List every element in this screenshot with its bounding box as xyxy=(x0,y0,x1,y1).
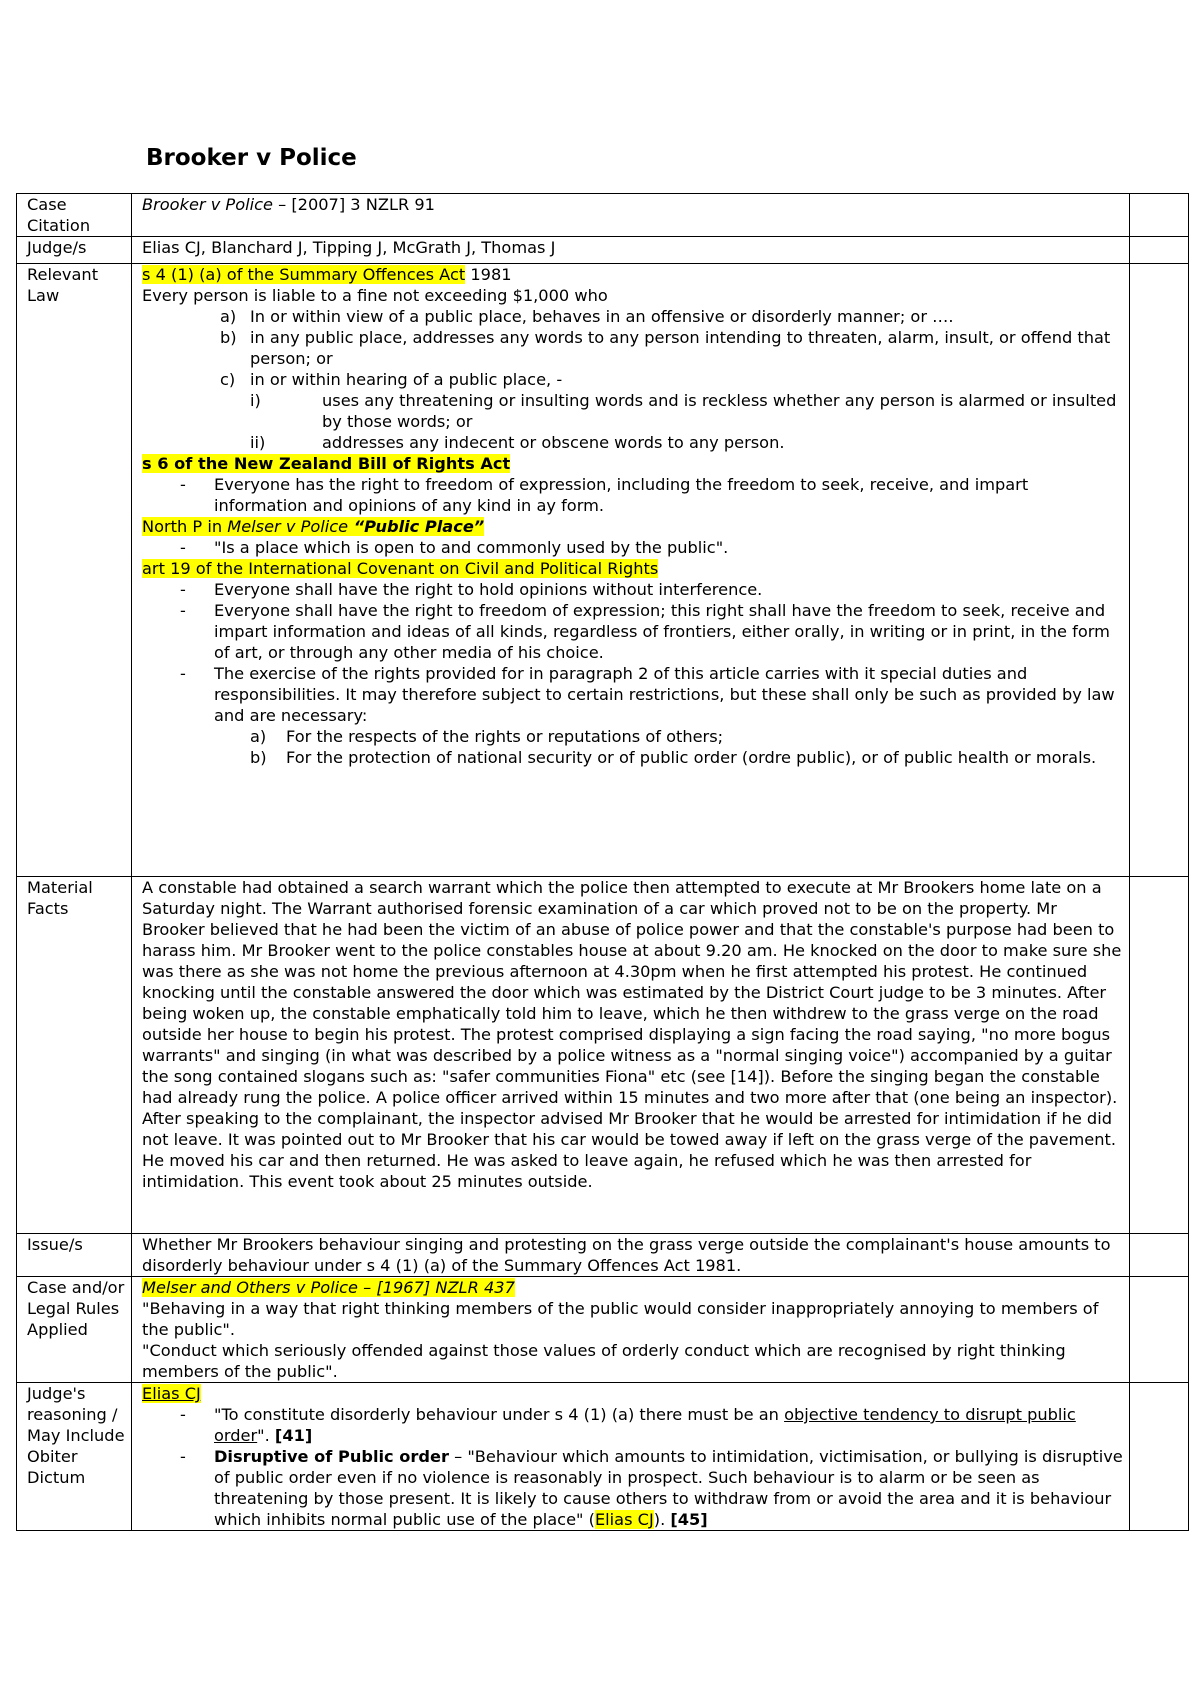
s4-intro: Every person is liable to a fine not exceeding $1,000 who xyxy=(142,286,608,305)
empty-cell xyxy=(1130,1234,1189,1277)
label-relevant-law: Relevant Law xyxy=(17,264,132,877)
empty-cell xyxy=(1130,194,1189,237)
list-item: - Disruptive of Public order – "Behaviour which amounts to intimidation, victimisation, or bullying is disruptive of public order even if no violence is reasonably in prospect. Such behaviour is to alarm or be seen as threatening by those present. It is likely to cause others to withdraw from or avoid the area and it is behaviour which inhibits normal public use of the place" (Elias CJ). [45] xyxy=(180,1447,1123,1529)
label-material-facts: Material Facts xyxy=(17,877,132,1234)
reasoning-judge: Elias CJ xyxy=(142,1384,201,1403)
list-item: - "Is a place which is open to and commonly used by the public". xyxy=(180,538,729,557)
list-item: c) in or within hearing of a public place, - xyxy=(220,370,563,389)
empty-cell xyxy=(1130,1383,1189,1531)
s4-year: 1981 xyxy=(465,265,512,284)
list-item: b) in any public place, addresses any words to any person intending to threaten, alarm, insult, or offend that person; or xyxy=(220,328,1111,368)
empty-cell xyxy=(1130,877,1189,1234)
list-item: b) For the protection of national security or of public order (ordre public), or of public health or morals. xyxy=(250,748,1097,767)
value-case-citation xyxy=(132,194,1130,237)
label-case-citation: Case Citation xyxy=(17,194,132,237)
row-reasoning xyxy=(17,1383,1189,1531)
value-judges: Elias CJ, Blanchard J, Tipping J, McGrath J, Thomas J xyxy=(132,237,1130,264)
value-reasoning xyxy=(132,1383,1130,1531)
list-item: - Everyone shall have the right to freedom of expression; this right shall have the freedom to seek, receive and impart information and ideas of all kinds, regardless of frontiers, either orally, in writing or in print, in the form of art, or through any other media of his choice. xyxy=(180,601,1110,662)
list-item: a) In or within view of a public place, behaves in an offensive or disorderly manner; or …. xyxy=(220,307,954,326)
list-item: i) uses any threatening or insulting words and is reckless whether any person is alarmed or insulted by those words; or xyxy=(250,391,1117,431)
row-relevant-law xyxy=(17,264,1189,877)
row-material-facts xyxy=(17,877,1189,1234)
value-issues: Whether Mr Brookers behaviour singing and protesting on the grass verge outside the complainant's house amounts to disorderly behaviour under s 4 (1) (a) of the Summary Offences Act 1981. xyxy=(132,1234,1130,1277)
rules-case: Melser and Others v Police – [1967] NZLR 437 xyxy=(142,1278,515,1297)
value-rules-applied xyxy=(132,1277,1130,1383)
empty-cell xyxy=(1130,1277,1189,1383)
case-ref: – [2007] 3 NZLR 91 xyxy=(272,195,435,214)
list-item: a) For the respects of the rights or reputations of others; xyxy=(250,727,724,746)
case-name: Brooker v Police xyxy=(142,195,273,214)
row-judges xyxy=(17,237,1189,264)
rules-quote-2: "Conduct which seriously offended against those values of orderly conduct which are recognised by right thinking members of the public". xyxy=(142,1341,1066,1381)
list-item: - Everyone has the right to freedom of expression, including the freedom to seek, receive, and impart information and opinions of any kind in ay form. xyxy=(180,475,1029,515)
row-rules-applied xyxy=(17,1277,1189,1383)
list-item: - Everyone shall have the right to hold opinions without interference. xyxy=(180,580,763,599)
empty-cell xyxy=(1130,237,1189,264)
case-brief-table xyxy=(16,193,1189,1531)
rules-quote-1: "Behaving in a way that right thinking members of the public would consider inappropriately annoying to members of the public". xyxy=(142,1299,1099,1339)
list-item: - "To constitute disorderly behaviour under s 4 (1) (a) there must be an objective tendency to disrupt public order". [41] xyxy=(180,1405,1076,1445)
empty-cell xyxy=(1130,264,1189,877)
label-issues: Issue/s xyxy=(17,1234,132,1277)
value-material-facts: A constable had obtained a search warrant which the police then attempted to execute at Mr Brookers home late on a Saturday night. The Warrant authorised forensic examination of a car which proved not to be on the property. Mr Brooker believed that he had been the victim of an abuse of police power and that the constable's purpose had been to harass him. Mr Brooker went to the police constables house at about 9.20 am. He knocked on the door to make sure she was there as she was not home the previous afternoon at 4.30pm when he first attempted his protest. He continued knocking until the constable answered the door which was estimated by the District Court judge to be 3 minutes. After being woken up, the constable emphatically told him to leave, which he then withdrew to the grass verge on the road outside her house to begin his protest. The protest comprised displaying a sign facing the road saying, "no more bogus warrants" and singing (in what was described by a police witness as a "normal singing voice") accompanied by a guitar the song contained slogans such as: "safer communities Fiona" etc (see [14]). Before the singing began the constable had already rung the police. A police officer arrived within 15 minutes and two more after that (one being an inspector). After speaking to the complainant, the inspector advised Mr Brooker that he would be arrested for intimidation if he did not leave. It was pointed out to Mr Brooker that his car would be towed away if left on the grass verge of the pavement. He moved his car and then returned. He was asked to leave again, he refused which he was then arrested for intimidation. This event took about 25 minutes outside. xyxy=(132,877,1130,1234)
page-title: Brooker v Police xyxy=(146,145,357,171)
label-rules-applied: Case and/or Legal Rules Applied xyxy=(17,1277,132,1383)
list-item: ii) addresses any indecent or obscene words to any person. xyxy=(250,433,785,452)
melser-heading: North P in Melser v Police “Public Place” xyxy=(142,517,485,536)
value-relevant-law xyxy=(132,264,1130,877)
row-issues xyxy=(17,1234,1189,1277)
row-citation xyxy=(17,194,1189,237)
s4-heading: s 4 (1) (a) of the Summary Offences Act xyxy=(142,265,466,284)
list-item: - The exercise of the rights provided for in paragraph 2 of this article carries with it special duties and responsibilities. It may therefore subject to certain restrictions, but these shall only be such as provided by law and are necessary: xyxy=(180,664,1115,725)
iccpr-heading: art 19 of the International Covenant on Civil and Political Rights xyxy=(142,559,659,578)
label-reasoning: Judge's reasoning / May Include Obiter Dictum xyxy=(17,1383,132,1531)
s6-heading: s 6 of the New Zealand Bill of Rights Act xyxy=(142,454,511,473)
label-judges: Judge/s xyxy=(17,237,132,264)
